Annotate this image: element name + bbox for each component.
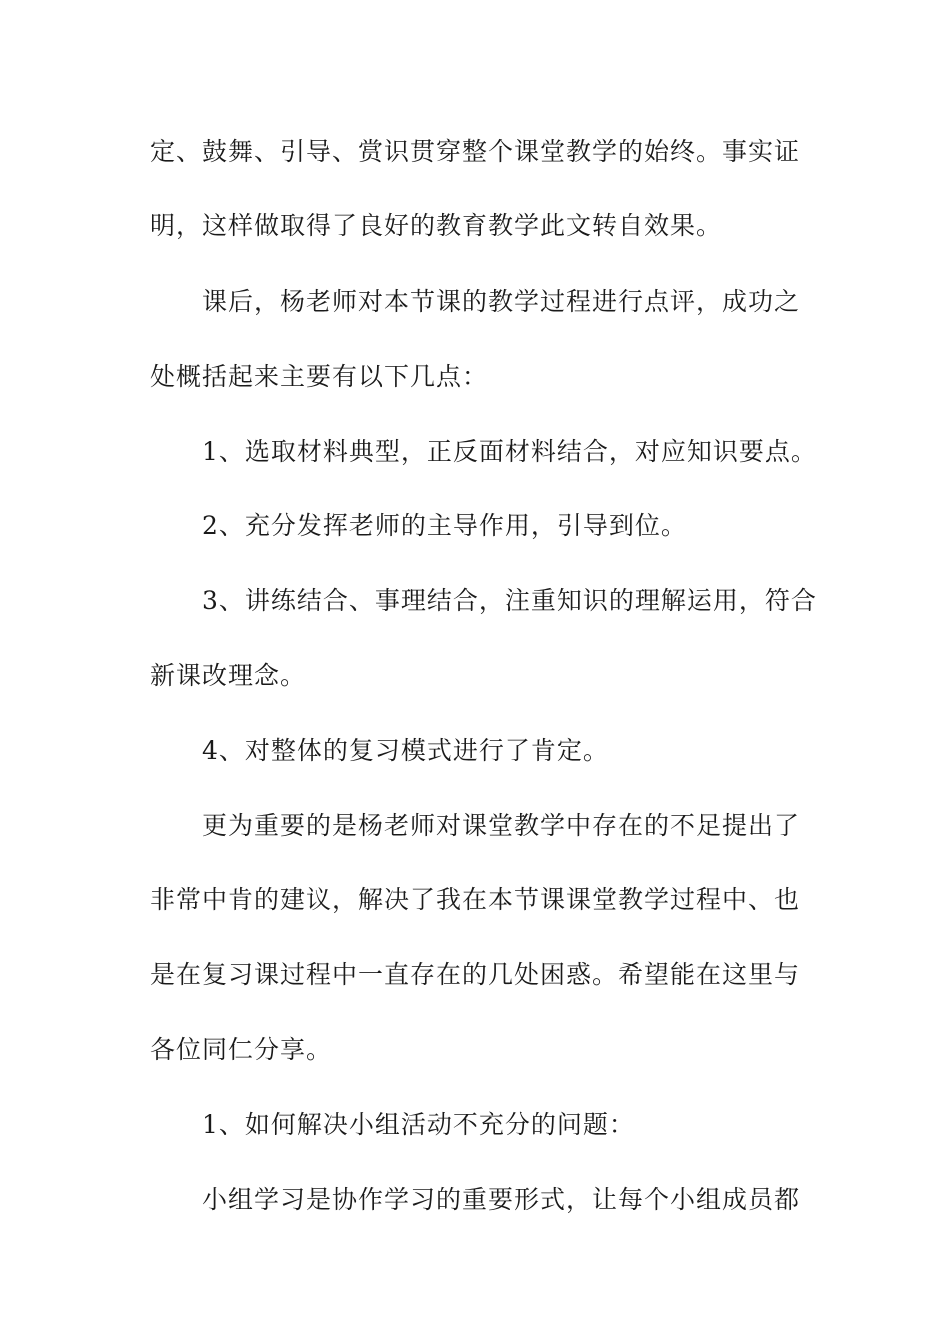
text-line: 新课改理念。 bbox=[150, 661, 307, 690]
list-item: 4、对整体的复习模式进行了肯定。 bbox=[202, 736, 609, 765]
list-item: 1、选取材料典型，正反面材料结合，对应知识要点。 bbox=[202, 437, 817, 466]
list-item: 3、讲练结合、事理结合，注重知识的理解运用，符合 bbox=[202, 586, 817, 615]
paragraph-start: 小组学习是协作学习的重要形式，让每个小组成员都 bbox=[202, 1185, 801, 1214]
list-item: 2、充分发挥老师的主导作用，引导到位。 bbox=[202, 511, 687, 540]
text-line: 明，这样做取得了良好的教育教学此文转自效果。 bbox=[150, 211, 723, 240]
text-line: 各位同仁分享。 bbox=[150, 1035, 333, 1064]
paragraph-start: 课后，杨老师对本节课的教学过程进行点评，成功之 bbox=[202, 287, 801, 316]
text-line: 处概括起来主要有以下几点： bbox=[150, 362, 489, 391]
paragraph-start: 更为重要的是杨老师对课堂教学中存在的不足提出了 bbox=[202, 811, 801, 840]
text-line: 是在复习课过程中一直存在的几处困惑。希望能在这里与 bbox=[150, 960, 801, 989]
text-line: 定、鼓舞、引导、赏识贯穿整个课堂教学的始终。事实证 bbox=[150, 137, 801, 166]
section-heading: 1、如何解决小组活动不充分的问题： bbox=[202, 1110, 635, 1139]
text-line: 非常中肯的建议，解决了我在本节课课堂教学过程中、也 bbox=[150, 885, 801, 914]
